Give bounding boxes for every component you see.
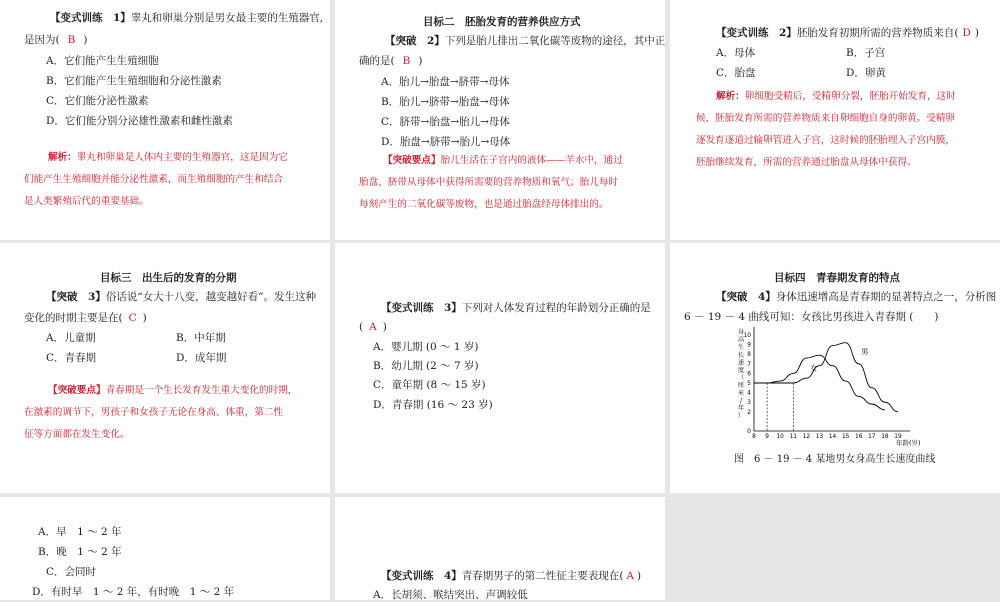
x-tick-label: 18 xyxy=(881,434,889,440)
explanation-text: 候，胚胎发育所需的营养物质来自卵细胞自身的卵黄。受精卵 xyxy=(696,113,956,124)
question-text-cont: 变化的时期主要是在 xyxy=(24,312,119,324)
explanation-label: 解析： xyxy=(48,152,77,163)
x-tick-label: 9 xyxy=(765,434,769,440)
series-line xyxy=(754,355,885,410)
question-line xyxy=(381,301,651,315)
bracket-open: ( xyxy=(359,321,364,333)
key-point xyxy=(359,150,659,216)
question-tag: 【突破 4】 xyxy=(716,291,776,303)
question-tag: 【突破 3】 xyxy=(46,291,106,303)
x-tick-label: 10 xyxy=(776,434,784,440)
y-axis-label: 厘 xyxy=(737,382,745,390)
y-tick-label: 4 xyxy=(747,390,751,397)
option-b: B．它们能产生生殖细胞和分泌性激素 xyxy=(46,75,222,87)
y-axis-label: 年 xyxy=(737,405,745,412)
bracket-close: ) xyxy=(637,570,642,582)
key-point-text: 青春期是一个生长发育发生重大变化的时期， xyxy=(105,385,298,396)
question-tag: 【变式训练 4】 xyxy=(381,570,462,582)
y-tick-label: 7 xyxy=(747,361,751,368)
bracket-open: ( xyxy=(619,570,624,582)
slide-variant-training-2 xyxy=(670,0,1000,240)
key-point-text: 胎儿生活在子宫内的液体——羊水中，通过 xyxy=(440,155,623,166)
x-tick-label: 14 xyxy=(828,434,837,440)
question-text-cont: 6 － 19 － 4 曲线可知：女孩比男孩进入青春期 ( ) xyxy=(684,311,939,323)
bracket-close: ) xyxy=(83,34,88,46)
question-line xyxy=(385,34,665,48)
option-d: D．有时早 1 ～ 2 年，有时晚 1 ～ 2 年 xyxy=(32,586,235,598)
key-point-text: 每刻产生的二氧化碳等废物，也是通过胎盘经母体排出的。 xyxy=(359,199,609,210)
question-text: 下列对人体发育过程的年龄划分正确的是 xyxy=(461,302,651,314)
bracket-close: ) xyxy=(418,55,423,67)
x-tick-label: 17 xyxy=(868,434,876,440)
section-title: 目标三 出生后的发育的分期 xyxy=(100,272,237,284)
section-title: 目标四 青春期发育的特点 xyxy=(774,272,900,284)
option-c: C．脐带→胎盘→胎儿→母体 xyxy=(381,116,510,128)
question-line-2 xyxy=(24,33,87,47)
question-line xyxy=(716,26,979,40)
slide-options-continued xyxy=(0,497,330,600)
answer-mark: D xyxy=(962,27,971,39)
series-line xyxy=(754,343,898,412)
question-line-2 xyxy=(359,54,422,68)
answer-mark: A xyxy=(626,570,635,582)
key-point-label: 【突破要点】 xyxy=(48,385,106,396)
option-b: B．幼儿期 (2 ～ 7 岁) xyxy=(373,360,479,372)
option-d: D．它们能分别分泌雄性激素和雌性激素 xyxy=(46,115,233,127)
x-tick-label: 13 xyxy=(815,434,824,440)
question-text: 睾丸和卵巢分别是男女最主要的生殖器官, xyxy=(130,12,324,24)
slide-goal-3 xyxy=(0,243,330,493)
series-label: 男 xyxy=(861,348,869,357)
option-a: A．婴儿期 (0 ～ 1 岁) xyxy=(373,341,479,353)
explanation-text: 是人类繁殖后代的重要基础。 xyxy=(24,196,149,207)
answer-mark: A xyxy=(369,321,377,333)
option-a: A．长胡须、喉结突出、声调较低 xyxy=(373,589,528,601)
bracket-open: ( xyxy=(118,312,123,324)
y-axis-label: 速 xyxy=(737,359,745,367)
slide-variant-training-3 xyxy=(335,243,665,493)
option-c: C．它们能分泌性激素 xyxy=(46,95,149,107)
question-text-cont: 是因为 xyxy=(24,34,56,46)
chart-series xyxy=(754,343,898,412)
slide-goal-4 xyxy=(670,243,1000,493)
y-axis-label: 生 xyxy=(737,344,745,352)
option-a: A．儿童期 xyxy=(46,332,96,344)
option-b: B．中年期 xyxy=(176,332,226,344)
question-text: 胚胎发育初期所需的营养物质来自 xyxy=(796,27,955,39)
x-tick-label: 15 xyxy=(841,434,850,440)
y-axis-label: 高 xyxy=(737,336,745,344)
question-line xyxy=(46,290,316,304)
question-text: 俗话说“女大十八变，越变越好看”。发生这种 xyxy=(105,291,317,303)
option-b: B．子宫 xyxy=(846,47,886,59)
bracket-close: ) xyxy=(382,321,387,333)
y-tick-label: 3 xyxy=(747,400,751,407)
question-text: 身体迅速增高是青春期的显著特点之一，分析图 xyxy=(775,291,997,303)
key-point xyxy=(24,380,324,446)
chart-axes xyxy=(738,327,921,447)
question-line-2 xyxy=(359,320,387,334)
question-text: 青春期男子的第二性征主要表现在 xyxy=(461,570,620,582)
option-c: C．童年期 (8 ～ 15 岁) xyxy=(373,379,486,391)
option-a: A．早 1 ～ 2 年 xyxy=(38,526,122,538)
option-b: B．胎儿→脐带→胎盘→母体 xyxy=(381,96,510,108)
y-axis-label: 米 xyxy=(737,389,745,397)
y-tick-label: 10 xyxy=(743,333,751,339)
bracket-close: ) xyxy=(974,27,979,39)
x-tick-label: 8 xyxy=(752,434,756,440)
explanation-label: 解析： xyxy=(716,91,745,102)
option-c: C．胎盘 xyxy=(716,67,756,79)
bracket-open: ( xyxy=(55,34,60,46)
option-d: D．青春期 (16 ～ 23 岁) xyxy=(373,399,493,411)
question-line xyxy=(50,11,323,25)
slide-variant-training-1 xyxy=(0,0,330,240)
option-d: D．成年期 xyxy=(176,352,227,364)
question-tag: 【变式训练 2】 xyxy=(716,27,797,39)
option-a: A．胎儿→胎盘→脐带→母体 xyxy=(381,76,510,88)
question-tag: 【突破 2】 xyxy=(385,35,445,47)
x-tick-label: 16 xyxy=(855,434,863,440)
y-axis-label: ） xyxy=(737,412,745,420)
bracket-close: ) xyxy=(142,312,147,324)
explanation-text: 们能产生生殖细胞并能分泌性激素，而生殖细胞的产生和结合 xyxy=(24,174,284,185)
y-tick-label: 8 xyxy=(747,352,751,359)
explanation-text: 胚胎继续发育，所需的营养通过胎盘从母体中获得。 xyxy=(696,157,917,168)
bracket-open: ( xyxy=(390,55,395,67)
question-line xyxy=(381,569,641,583)
explanation xyxy=(24,147,324,213)
option-c: C．会同时 xyxy=(46,566,97,578)
answer-mark: C xyxy=(128,312,137,324)
explanation-text: 逐发育逐道过输卵管进入子宫，这时候的胚胎埋入子宫内膜， xyxy=(696,135,956,146)
y-axis-label: 度 xyxy=(737,367,745,374)
y-tick-label: 2 xyxy=(747,409,751,416)
figure-caption: 图 6 － 19 － 4 某地男女身高生长速度曲线 xyxy=(734,454,936,465)
series-label: 女 xyxy=(810,364,818,373)
y-tick-label: 9 xyxy=(747,342,751,349)
key-point-text: 胎盘、脐带从母体中获得所需要的营养物质和氧气；胎儿每时 xyxy=(359,177,619,188)
empty-slot xyxy=(670,497,1000,600)
y-tick-label: 5 xyxy=(747,381,751,387)
x-tick-label: 19 xyxy=(894,434,902,440)
key-point-label: 【突破要点】 xyxy=(383,155,441,166)
answer-mark: B xyxy=(67,34,76,46)
option-b: B．晚 1 ～ 2 年 xyxy=(38,546,122,558)
bracket-open: ( xyxy=(954,27,959,39)
slide-variant-training-4 xyxy=(335,497,665,600)
option-d: D．胎盘→脐带→胎儿→母体 xyxy=(381,136,511,148)
x-axis-label: 年龄(岁) xyxy=(896,439,921,447)
question-tag: 【变式训练 3】 xyxy=(381,302,462,314)
section-title: 目标二 胚胎发育的营养供应方式 xyxy=(423,16,581,28)
option-a: A．母体 xyxy=(716,47,756,59)
question-text-cont: 确的是 xyxy=(359,55,391,67)
x-tick-label: 12 xyxy=(802,434,811,440)
y-axis-label: 身 xyxy=(737,329,745,336)
growth-rate-chart xyxy=(732,327,921,447)
question-tag: 【变式训练 1】 xyxy=(50,12,131,24)
explanation xyxy=(696,86,996,174)
y-axis-label: 长 xyxy=(737,351,745,359)
question-text: 下列是胎儿排出二氧化碳等废物的途径，其中正 xyxy=(444,35,666,47)
question-line xyxy=(716,290,996,304)
key-point-text: 在激素的调节下，男孩子和女孩子无论在身高、体重，第二性 xyxy=(24,407,284,418)
slide-goal-2 xyxy=(335,0,665,240)
question-line-2 xyxy=(24,311,147,325)
option-d: D．卵黄 xyxy=(846,67,886,79)
explanation-text: 睾丸和卵巢是人体内主要的生殖器官，这是因为它 xyxy=(76,152,288,163)
y-tick-label: 6 xyxy=(747,371,751,378)
explanation-text: 卵细胞受精后，受精卵分裂，胚胎开始发育，这时 xyxy=(744,91,956,102)
option-a: A．它们能产生生殖细胞 xyxy=(46,55,159,67)
option-c: C．青春期 xyxy=(46,352,97,364)
x-tick-label: 11 xyxy=(789,434,797,440)
y-axis-label: / xyxy=(739,397,743,405)
y-tick-label: 0 xyxy=(747,429,751,435)
answer-mark: B xyxy=(402,55,411,67)
key-point-text: 征等方面都在发生变化。 xyxy=(24,429,130,440)
y-axis-label: （ xyxy=(737,374,745,382)
